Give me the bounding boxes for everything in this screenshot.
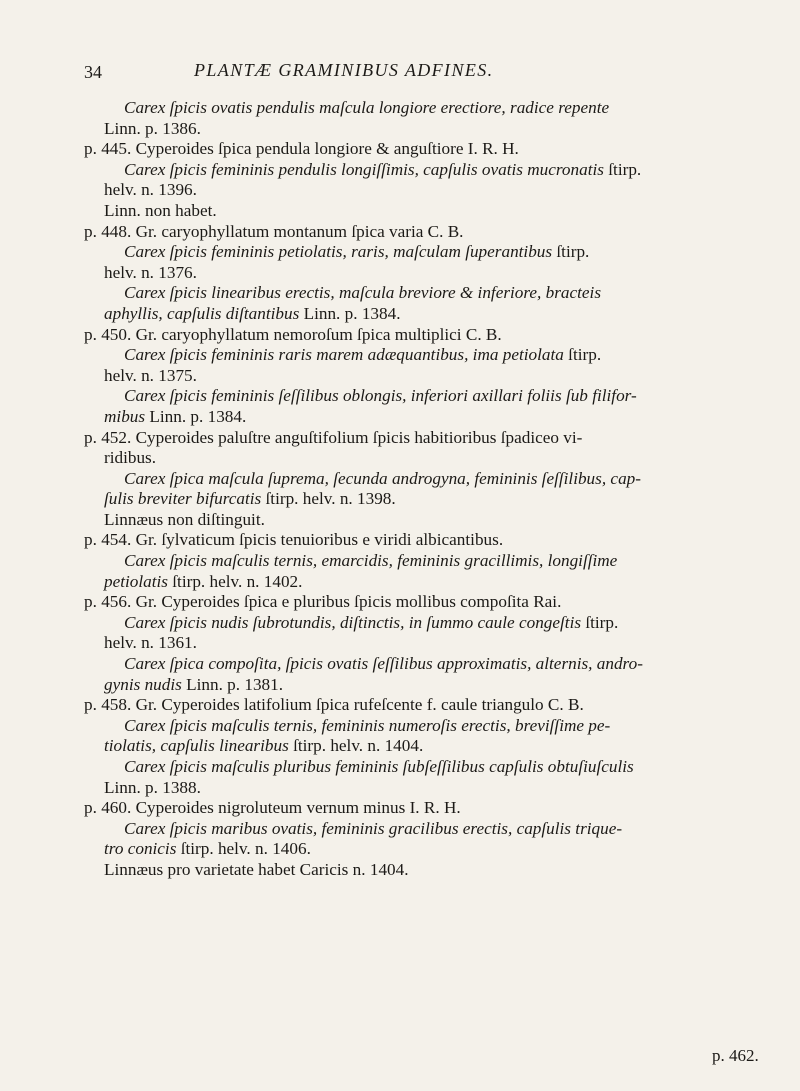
running-title: PLANTÆ GRAMINIBUS ADFINES. xyxy=(194,60,494,80)
roman-text: p. 448. Gr. caryophyllatum montanum ſpica varia C. B. xyxy=(84,221,464,241)
text-line xyxy=(84,551,774,572)
page-header xyxy=(84,50,774,86)
italic-text: Carex ſpica compoſita, ſpicis ovatis ſeſſilibus approximatis, alternis, andro- xyxy=(124,654,643,674)
roman-text: ſtirp. helv. n. 1406. xyxy=(176,839,311,859)
italic-text: Carex ſpicis nudis ſubrotundis, diſtinctis, in ſummo caule congeſtis xyxy=(124,612,582,632)
italic-text: Carex ſpicis linearibus erectis, maſcula breviore & inferiore, bracteis xyxy=(124,283,602,303)
roman-text: Linn. p. 1381. xyxy=(181,674,284,694)
text-line xyxy=(84,798,774,819)
text-line xyxy=(84,283,774,304)
text-line xyxy=(84,201,774,222)
text-line xyxy=(84,530,774,551)
italic-text: Carex ſpicis maſculis ternis, emarcidis, femininis gracillimis, longiſſime xyxy=(124,551,618,571)
roman-text: ſtirp. helv. n. 1398. xyxy=(261,489,396,509)
italic-text: aphyllis, capſulis diſtantibus xyxy=(104,303,300,323)
roman-text: p. 460. Cyperoides nigroluteum vernum minus I. R. H. xyxy=(84,798,461,818)
italic-text: Carex ſpicis maſculis pluribus femininis ſubſeſſilibus capſulis obtuſiuſculis xyxy=(124,757,634,776)
text-line xyxy=(84,860,774,881)
roman-text: ſtirp. xyxy=(603,159,642,179)
catchword: p. 462. xyxy=(712,1046,759,1065)
italic-text: Carex ſpicis ovatis pendulis maſcula longiore erectiore, radice repente xyxy=(124,98,610,117)
text-line xyxy=(84,180,774,201)
roman-text: ſtirp. xyxy=(552,242,590,262)
text-line xyxy=(84,572,774,593)
text-line xyxy=(84,654,774,675)
roman-text: helv. n. 1396. xyxy=(104,180,197,200)
roman-text: Linnæus non diſtinguit. xyxy=(104,509,265,529)
text-line xyxy=(84,819,774,840)
italic-text: mibus xyxy=(104,406,146,426)
text-line xyxy=(84,366,774,387)
text-line xyxy=(84,407,774,428)
italic-text: Carex ſpicis maribus ovatis, femininis gracilibus erectis, capſulis trique- xyxy=(124,818,623,838)
roman-text: ſtirp. helv. n. 1404. xyxy=(288,736,424,756)
roman-text: Linn. p. 1388. xyxy=(104,777,201,797)
text-line xyxy=(84,469,774,490)
roman-text: p. 445. Cyperoides ſpica pendula longiore & anguſtiore I. R. H. xyxy=(84,139,519,159)
roman-text: Linn. p. 1384. xyxy=(145,406,247,426)
text-line xyxy=(84,160,774,181)
text-line xyxy=(84,510,774,531)
page-number: 34 xyxy=(84,62,102,82)
italic-text: Carex ſpicis femininis ſeſſilibus oblongis, inferiori axillari foliis ſub filifor- xyxy=(124,386,637,406)
roman-text: Linn. non habet. xyxy=(104,200,217,220)
italic-text: Carex ſpicis maſculis ternis, femininis numeroſis erectis, breviſſime pe- xyxy=(124,715,611,735)
text-line xyxy=(84,613,774,634)
text-line xyxy=(84,222,774,243)
roman-text: p. 450. Gr. caryophyllatum nemoroſum ſpica multiplici C. B. xyxy=(84,324,502,344)
roman-text: ridibus. xyxy=(104,448,157,468)
text-line xyxy=(84,242,774,263)
roman-text: Linnæus pro varietate habet Caricis n. 1404. xyxy=(104,859,409,879)
text-line xyxy=(84,428,774,449)
text-line xyxy=(84,716,774,737)
text-line xyxy=(84,345,774,366)
italic-text: gynis nudis xyxy=(104,674,182,694)
text-line xyxy=(84,386,774,407)
text-line xyxy=(84,98,774,119)
text-line xyxy=(84,633,774,654)
roman-text: p. 458. Gr. Cyperoides latifolium ſpica rufeſcente f. caule triangulo C. B. xyxy=(84,695,584,715)
text-line xyxy=(84,757,774,778)
italic-text: Carex ſpicis femininis petiolatis, raris, maſculam ſuperantibus xyxy=(124,242,553,262)
roman-text: helv. n. 1376. xyxy=(104,262,197,282)
text-line xyxy=(84,675,774,696)
roman-text: p. 452. Cyperoides paluſtre anguſtifolium ſpicis habitioribus ſpadiceo vi- xyxy=(84,427,583,447)
text-line xyxy=(84,304,774,325)
italic-text: tro conicis xyxy=(104,839,177,859)
text-line xyxy=(84,325,774,346)
text-line xyxy=(84,695,774,716)
roman-text: ſtirp. xyxy=(563,345,602,365)
roman-text: ſtirp. helv. n. 1402. xyxy=(167,571,303,591)
italic-text: Carex ſpicis femininis pendulis longiſſimis, capſulis ovatis mucronatis xyxy=(124,159,604,179)
roman-text: helv. n. 1375. xyxy=(104,365,197,385)
text-line xyxy=(84,263,774,284)
text-body xyxy=(84,98,774,881)
text-line xyxy=(84,448,774,469)
italic-text: tiolatis, capſulis linearibus xyxy=(104,736,289,756)
text-line xyxy=(84,778,774,799)
roman-text: ſtirp. xyxy=(581,612,619,632)
text-line xyxy=(84,139,774,160)
roman-text: Linn. p. 1384. xyxy=(299,303,401,323)
italic-text: petiolatis xyxy=(104,571,168,591)
italic-text: Carex ſpica maſcula ſuprema, ſecunda androgyna, femininis ſeſſilibus, cap- xyxy=(124,468,641,488)
roman-text: Linn. p. 1386. xyxy=(104,118,201,138)
text-line xyxy=(84,839,774,860)
text-line xyxy=(84,119,774,140)
text-line xyxy=(84,489,774,510)
italic-text: Carex ſpicis femininis raris marem adæquantibus, ima petiolata xyxy=(124,345,564,365)
roman-text: p. 456. Gr. Cyperoides ſpica e pluribus ſpicis mollibus compoſita Rai. xyxy=(84,592,562,612)
text-line xyxy=(84,592,774,613)
text-line xyxy=(84,736,774,757)
roman-text: helv. n. 1361. xyxy=(104,633,197,653)
roman-text: p. 454. Gr. ſylvaticum ſpicis tenuioribus e viridi albicantibus. xyxy=(84,530,504,550)
italic-text: ſulis breviter bifurcatis xyxy=(104,489,262,509)
